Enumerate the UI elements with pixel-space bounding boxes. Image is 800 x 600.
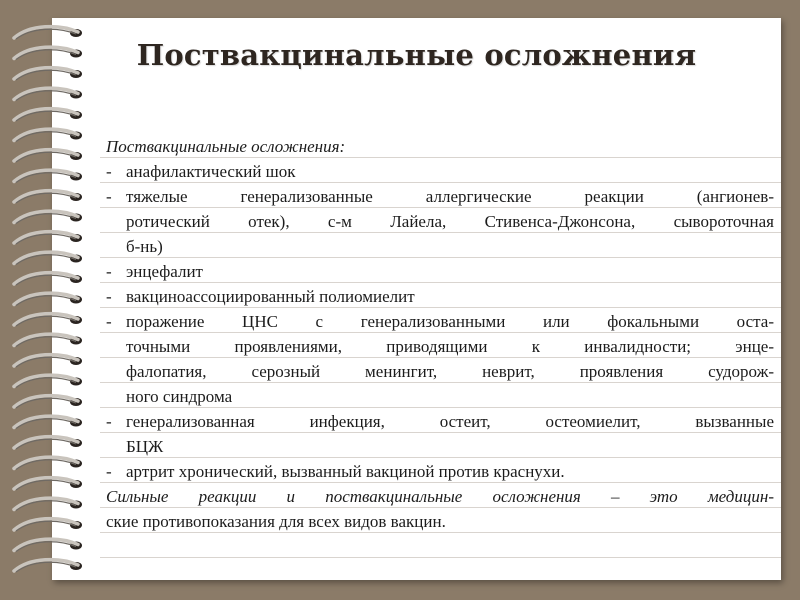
text-line (106, 309, 774, 334)
bullet-dash: - (106, 412, 112, 431)
spiral-ring (14, 519, 82, 531)
spiral-ring (14, 457, 82, 469)
line-text: б-нь) (126, 237, 163, 256)
line-text: точными проявлениями, приводящими к инвалидности; энце- (126, 337, 774, 356)
text-line (106, 484, 774, 509)
spiral-ring (14, 539, 82, 551)
text-line (106, 209, 774, 234)
spiral-ring (14, 355, 82, 367)
spiral-ring (14, 191, 82, 203)
line-text: артрит хронический, вызванный вакциной против краснухи. (126, 462, 565, 481)
line-text: ного синдрома (126, 387, 233, 406)
spiral-ring (14, 170, 82, 182)
spiral-binding (10, 24, 90, 584)
text-line (106, 459, 774, 484)
bullet-dash: - (106, 312, 112, 331)
line-text: БЦЖ (126, 437, 164, 456)
spiral-ring (14, 437, 82, 449)
text-line (106, 509, 774, 534)
line-text: анафилактический шок (126, 162, 296, 181)
line-text: ские противопоказания для всех видов вакцин. (106, 512, 446, 531)
spiral-ring (14, 334, 82, 346)
text-line (106, 259, 774, 284)
line-text: вакциноассоциированный полиомиелит (126, 287, 415, 306)
line-text: фалопатия, серозный менингит, неврит, проявления судорож- (126, 362, 774, 381)
text-line (106, 234, 774, 259)
text-line (106, 184, 774, 209)
text-line (106, 134, 774, 159)
text-body (106, 134, 774, 534)
bullet-dash: - (106, 462, 112, 481)
spiral-ring (14, 273, 82, 285)
line-text: Поствакцинальные осложнения: (106, 137, 346, 156)
spiral-ring (14, 416, 82, 428)
spiral-ring (14, 375, 82, 387)
spiral-ring (14, 478, 82, 490)
spiral-ring (14, 314, 82, 326)
spiral-ring (14, 232, 82, 244)
text-line (106, 409, 774, 434)
text-line (106, 334, 774, 359)
text-line (106, 384, 774, 409)
text-line (106, 359, 774, 384)
spiral-ring (14, 293, 82, 305)
ruled-line (100, 557, 781, 558)
spiral-ring (14, 211, 82, 223)
line-text: Сильные реакции и поствакцинальные осложнения – это медицин- (106, 487, 774, 506)
spiral-ring (14, 150, 82, 162)
text-line (106, 284, 774, 309)
line-text: энцефалит (126, 262, 203, 281)
line-text: тяжелые генерализованные аллергические реакции (ангионев- (126, 187, 774, 206)
spiral-ring (14, 109, 82, 121)
bullet-dash: - (106, 262, 112, 281)
spiral-ring (14, 396, 82, 408)
spiral-ring (14, 252, 82, 264)
spiral-ring (14, 560, 82, 572)
text-line (106, 159, 774, 184)
bullet-dash: - (106, 287, 112, 306)
bullet-dash: - (106, 162, 112, 181)
spiral-ring (14, 498, 82, 510)
spiral-ring (14, 129, 82, 141)
line-text: поражение ЦНС с генерализованными или фокальными оста- (126, 312, 774, 331)
line-text: ротический отек), с-м Лайела, Стивенса-Джонсона, сывороточная (126, 212, 774, 231)
spiral-ring (14, 88, 82, 100)
bullet-dash: - (106, 187, 112, 206)
line-text: генерализованная инфекция, остеит, остеомиелит, вызванные (126, 412, 774, 431)
page-title: Поствакцинальные осложнения (136, 38, 697, 72)
text-line (106, 434, 774, 459)
